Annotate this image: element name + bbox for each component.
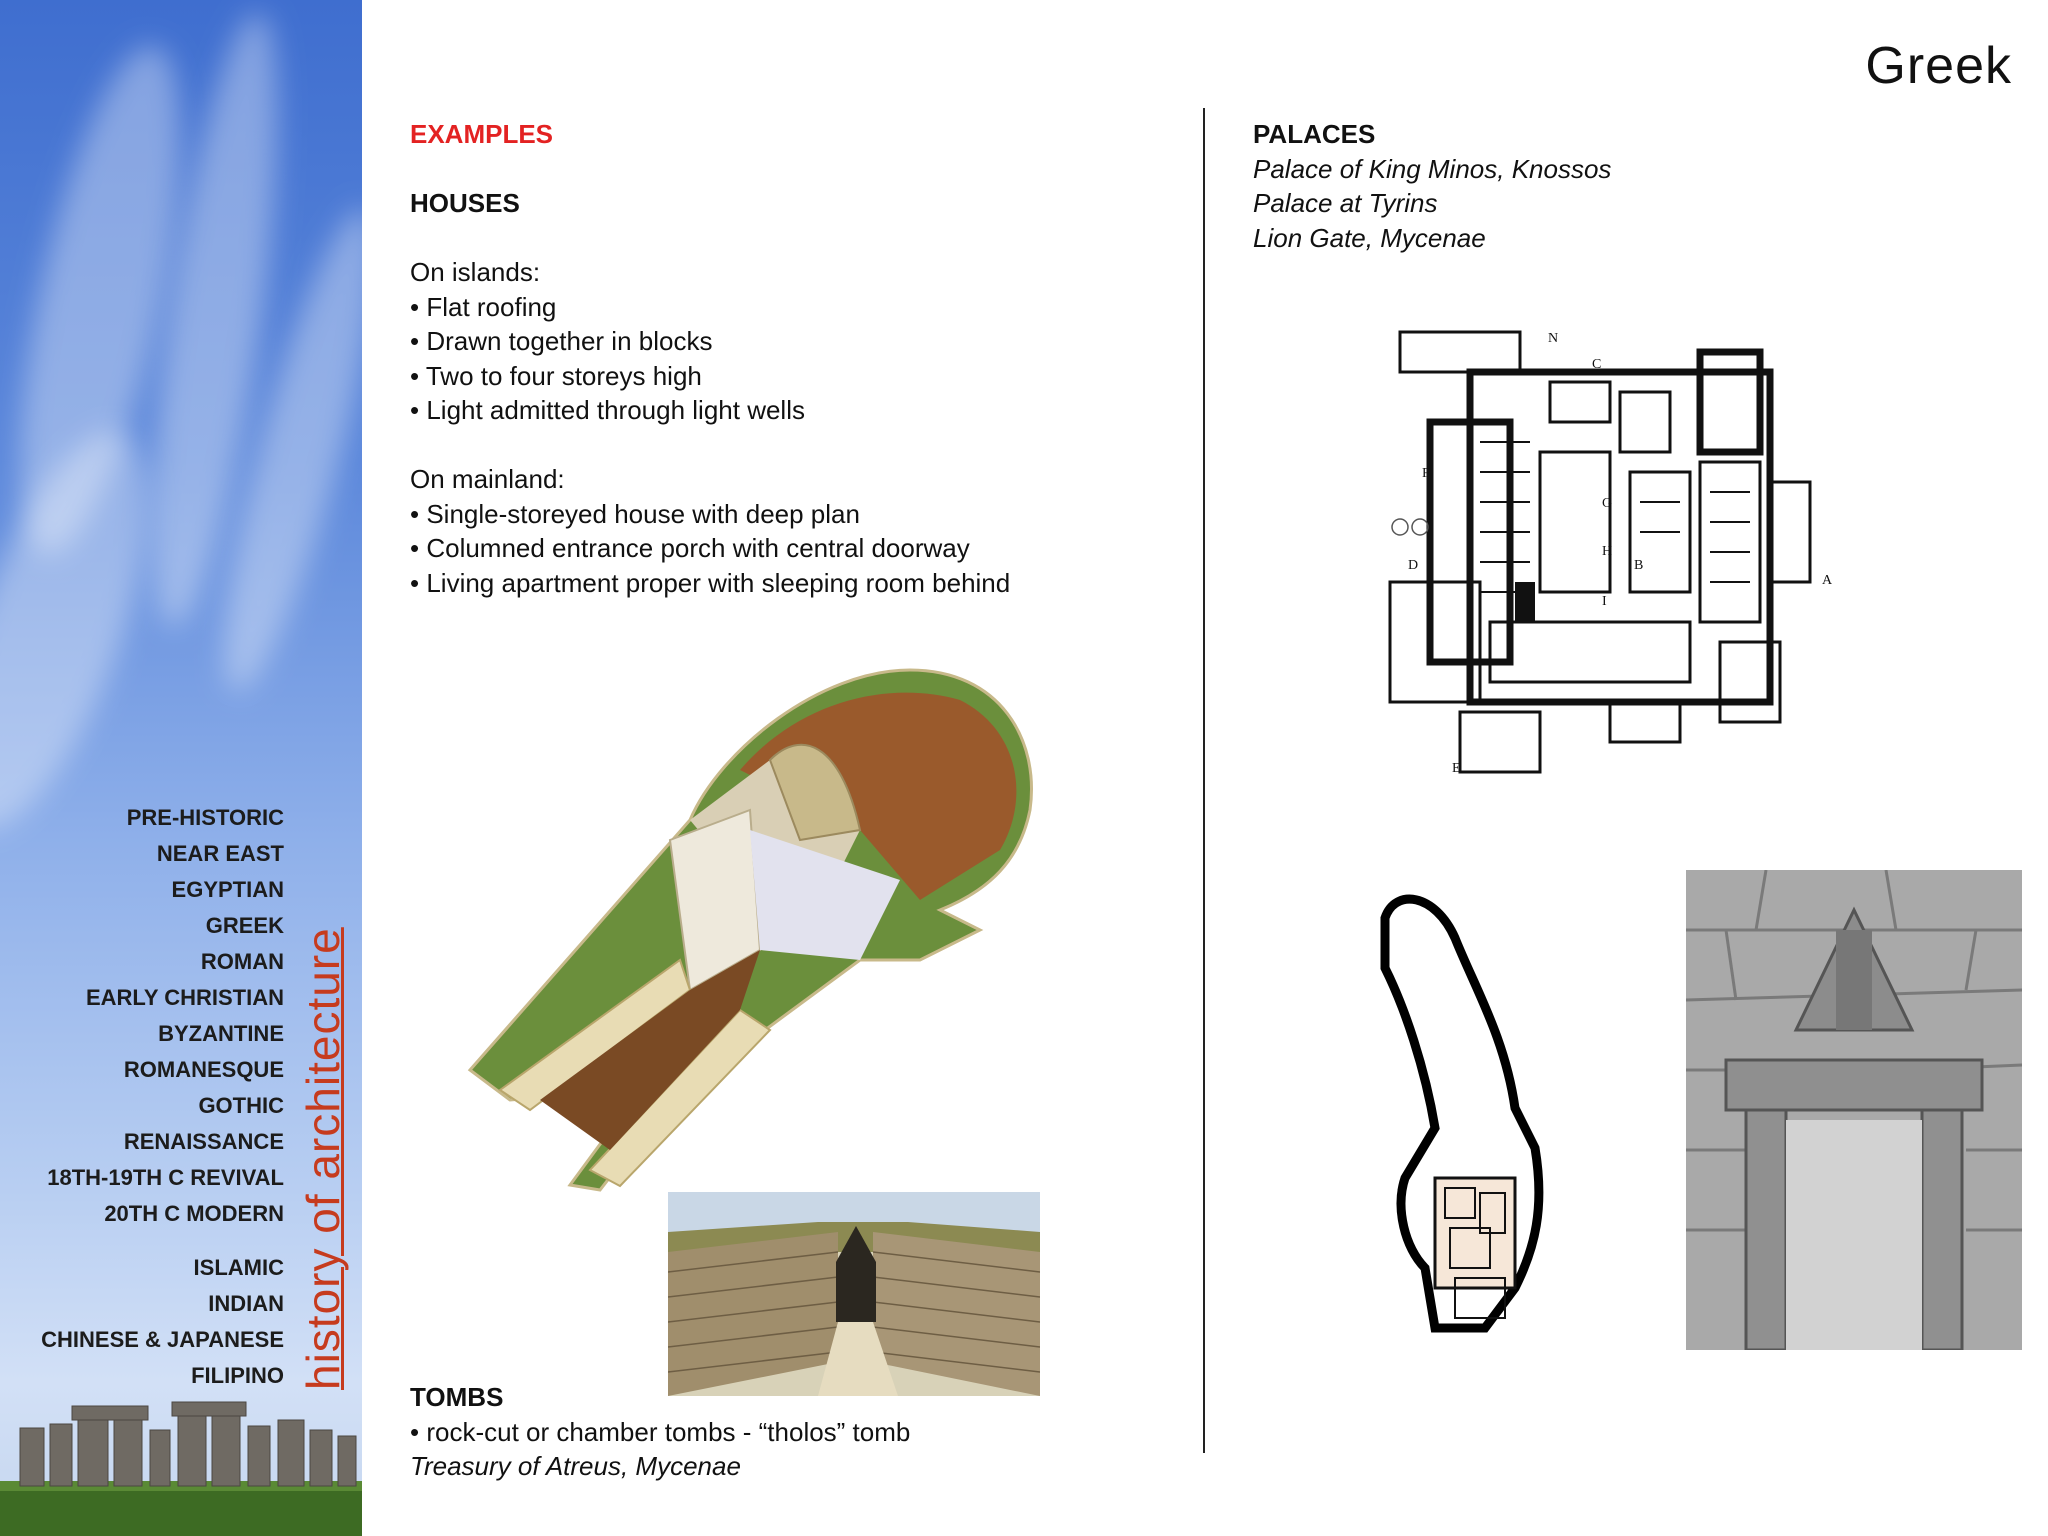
tiryns-palace-plan	[1365, 888, 1585, 1348]
nav-gap	[41, 1232, 284, 1250]
palace-example: Lion Gate, Mycenae	[1253, 222, 1486, 253]
plan-label: D	[1408, 558, 1419, 573]
knossos-palace-plan	[1370, 322, 1850, 792]
tholos-tomb-cutaway-image	[440, 630, 1080, 1210]
nav-item-indian[interactable]: INDIAN	[208, 1291, 284, 1316]
houses-heading: HOUSES	[410, 188, 520, 218]
stonehenge-image	[0, 1386, 362, 1536]
tombs-section	[410, 1380, 1170, 1484]
list-item: • Flat roofing	[410, 291, 557, 322]
lion-gate-photo	[1686, 870, 2022, 1350]
nav-item-egyptian[interactable]: EGYPTIAN	[171, 877, 284, 902]
tombs-example: Treasury of Atreus, Mycenae	[410, 1451, 741, 1481]
palace-example: Palace at Tyrins	[1253, 188, 1438, 218]
nav-item-gothic[interactable]: GOTHIC	[198, 1093, 284, 1118]
plan-label: A	[1822, 573, 1833, 588]
nav-item-roman[interactable]: ROMAN	[200, 949, 284, 974]
nav-menu	[41, 800, 284, 1394]
plan-label: B	[1634, 558, 1644, 573]
islands-intro: On islands:	[410, 257, 541, 287]
spacer	[410, 428, 1190, 463]
list-item: • Columned entrance porch with central doorway	[410, 533, 970, 563]
plan-label: G	[1602, 496, 1613, 511]
plan-label: I	[1602, 594, 1607, 609]
list-item: • Drawn together in blocks	[410, 326, 713, 356]
palaces-section	[1253, 117, 1993, 255]
column-divider	[1203, 108, 1205, 1453]
treasury-of-atreus-photo	[668, 1192, 1040, 1396]
examples-heading: EXAMPLES	[410, 119, 554, 149]
nav-item-early-christian[interactable]: EARLY CHRISTIAN	[85, 985, 284, 1010]
palaces-heading: PALACES	[1253, 119, 1376, 149]
nav-item-chinese-japanese[interactable]: CHINESE & JAPANESE	[41, 1327, 284, 1352]
page-title: Greek	[1865, 37, 2012, 95]
nav-item-islamic[interactable]: ISLAMIC	[193, 1255, 284, 1280]
list-item: • Two to four storeys high	[410, 360, 702, 391]
nav-item-pre-historic[interactable]: PRE-HISTORIC	[126, 805, 284, 830]
nav-item-romanesque[interactable]: ROMANESQUE	[123, 1057, 284, 1082]
plan-label: C	[1592, 357, 1602, 372]
list-item: • Single-storeyed house with deep plan	[410, 498, 860, 529]
nav-item-renaissance[interactable]: RENAISSANCE	[123, 1129, 284, 1154]
mainland-intro: On mainland:	[410, 464, 565, 494]
nav-item-revival[interactable]: 18TH-19TH C REVIVAL	[47, 1165, 284, 1190]
nav-item-greek[interactable]: GREEK	[41, 908, 284, 944]
plan-label: E	[1452, 761, 1461, 776]
list-item: • Living apartment proper with sleeping room behind	[410, 567, 1011, 598]
vertical-site-title: history of architecture	[297, 927, 349, 1390]
plan-label: H	[1602, 544, 1613, 559]
palace-example: Palace of King Minos, Knossos	[1253, 153, 1612, 184]
nav-item-filipino[interactable]: FILIPINO	[191, 1363, 284, 1388]
nav-item-byzantine[interactable]: BYZANTINE	[158, 1021, 284, 1046]
sidebar	[0, 0, 362, 1536]
spacer	[410, 221, 1190, 256]
list-item: • Light admitted through light wells	[410, 395, 805, 425]
nav-item-near-east[interactable]: NEAR EAST	[156, 841, 284, 866]
plan-label: N	[1548, 331, 1559, 346]
houses-section	[410, 117, 1190, 600]
plan-label: F	[1422, 466, 1430, 481]
nav-item-modern[interactable]: 20TH C MODERN	[104, 1201, 284, 1226]
spacer	[410, 152, 1190, 187]
list-item: • rock-cut or chamber tombs - “tholos” tomb	[410, 1416, 911, 1447]
tombs-heading: TOMBS	[410, 1382, 504, 1412]
